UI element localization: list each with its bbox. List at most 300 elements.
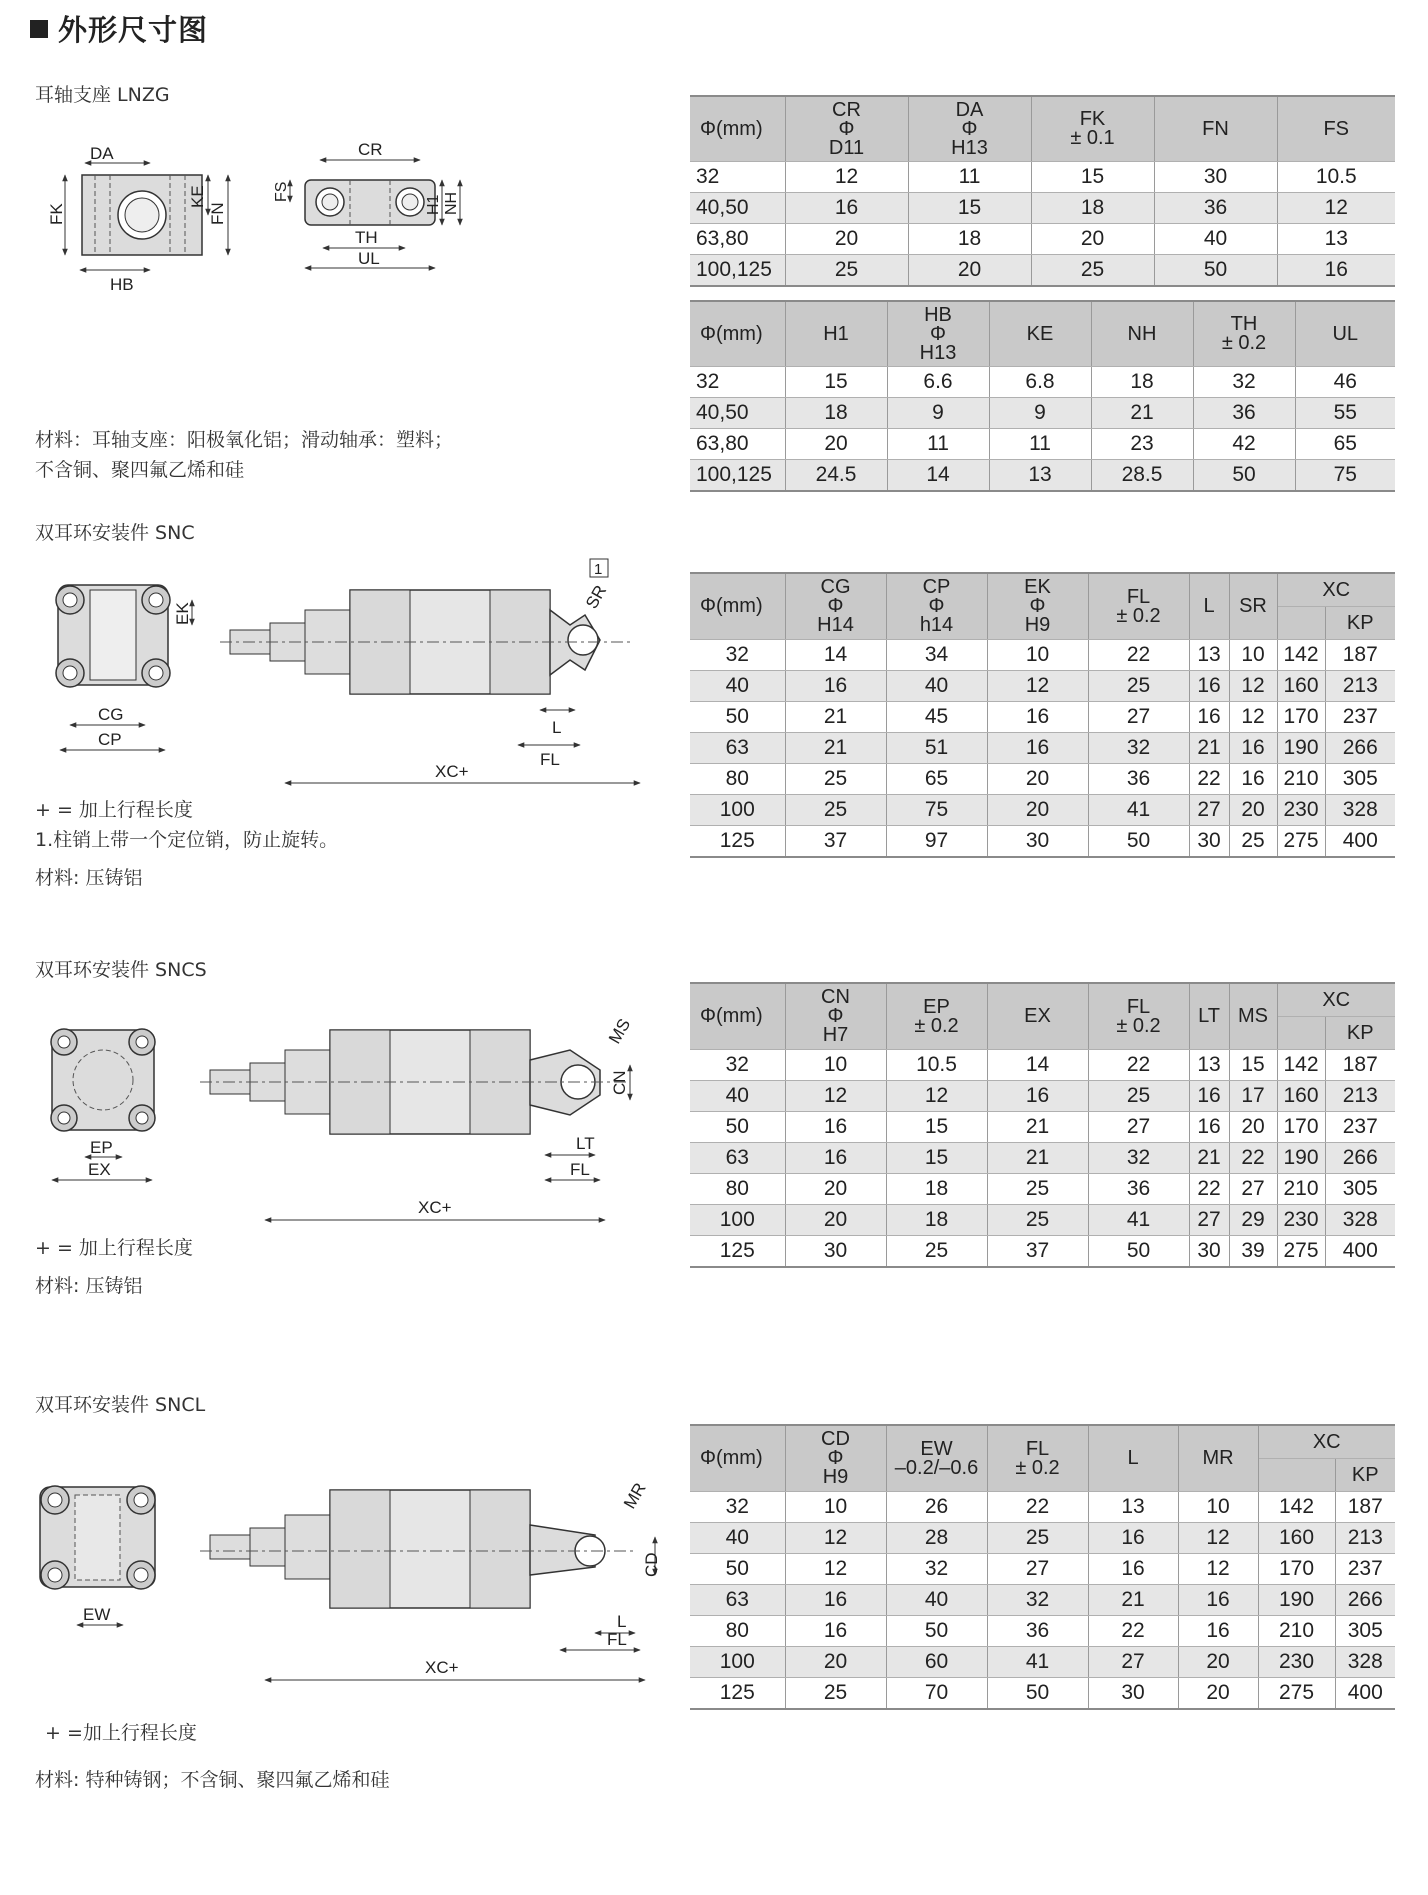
table-header: CN Φ H7 [785, 983, 886, 1050]
sncl-dim-mr: MR [620, 1479, 650, 1512]
table-cell: 30 [1189, 826, 1229, 858]
table-cell: 30 [785, 1236, 886, 1268]
sncs-dim-fl: FL [570, 1160, 590, 1179]
table-cell: 25 [785, 1678, 886, 1710]
table-cell: 213 [1325, 671, 1395, 702]
lnzg-dim-h1: H1 [425, 194, 442, 215]
table-header: EP ± 0.2 [886, 983, 987, 1050]
table-cell: 170 [1277, 1112, 1325, 1143]
sncs-section-title: 双耳环安装件 SNCS [35, 959, 207, 981]
table-cell: 65 [1295, 429, 1395, 460]
lnzg-dim-ke: KE [188, 185, 207, 208]
table-row [690, 224, 1395, 255]
table-cell: 36 [987, 1616, 1088, 1647]
table-cell: 21 [785, 702, 886, 733]
table-cell: 100 [690, 1647, 785, 1678]
table-cell: 210 [1277, 764, 1325, 795]
table-cell: 305 [1335, 1616, 1395, 1647]
sncs-notes: + = 加上行程长度 材料: 压铸铝 [35, 1237, 193, 1297]
snc-dim-cp: CP [98, 730, 122, 749]
table-cell: 30 [1088, 1678, 1178, 1710]
table-cell: 14 [887, 460, 989, 492]
table-cell: 21 [1088, 1585, 1178, 1616]
table-cell: 20 [987, 764, 1088, 795]
lnzg-dim-fk: FK [47, 203, 66, 225]
table-cell: 6.8 [989, 367, 1091, 398]
table-cell: 230 [1258, 1647, 1335, 1678]
table-cell: 22 [1088, 1616, 1178, 1647]
lnzg-section-title: 耳轴支座 LNZG [35, 84, 170, 106]
table-cell: 32 [690, 640, 785, 671]
page-title: 外形尺寸图 [30, 8, 208, 49]
table-cell: 13 [1088, 1492, 1178, 1523]
lnzg-dim-nh: NH [443, 191, 460, 215]
table-cell: 305 [1325, 764, 1395, 795]
table-cell: 16 [1088, 1523, 1178, 1554]
lnzg-table-2 [690, 300, 1395, 492]
table-cell: 16 [1178, 1585, 1258, 1616]
table-cell: 22 [1088, 1050, 1189, 1081]
table-cell: 12 [1229, 702, 1277, 733]
table-cell: 237 [1335, 1554, 1395, 1585]
table-cell: 42 [1193, 429, 1295, 460]
table-cell: 400 [1325, 1236, 1395, 1268]
table-cell: 22 [1189, 1174, 1229, 1205]
snc-table [690, 572, 1395, 858]
table-cell: 22 [987, 1492, 1088, 1523]
table-cell: 187 [1325, 1050, 1395, 1081]
table-header-blank [1277, 1017, 1325, 1050]
table-cell: 12 [785, 1523, 886, 1554]
table-cell: 40 [886, 671, 987, 702]
table-cell: 27 [1189, 795, 1229, 826]
table-cell: 25 [886, 1236, 987, 1268]
table-cell: 275 [1277, 826, 1325, 858]
table-cell: 400 [1335, 1678, 1395, 1710]
table-cell: 22 [1229, 1143, 1277, 1174]
table-header: KE [989, 301, 1091, 367]
table-cell: 63,80 [690, 224, 785, 255]
table-header-kp: KP [1325, 1017, 1395, 1050]
table-cell: 170 [1258, 1554, 1335, 1585]
table-cell: 11 [887, 429, 989, 460]
table-cell: 12 [1229, 671, 1277, 702]
table-header: FS [1277, 96, 1395, 162]
table-cell: 12 [987, 671, 1088, 702]
table-header-xc: XC [1258, 1425, 1395, 1459]
table-cell: 97 [886, 826, 987, 858]
table-header-blank [1258, 1459, 1335, 1492]
table-row [690, 1174, 1395, 1205]
table-cell: 125 [690, 826, 785, 858]
table-cell: 400 [1325, 826, 1395, 858]
table-cell: 9 [989, 398, 1091, 429]
table-cell: 20 [1178, 1647, 1258, 1678]
table-cell: 237 [1325, 702, 1395, 733]
table-cell: 266 [1325, 1143, 1395, 1174]
table-cell: 51 [886, 733, 987, 764]
table-cell: 40 [690, 671, 785, 702]
table-header: CR Φ D11 [785, 96, 908, 162]
table-cell: 70 [886, 1678, 987, 1710]
table-cell: 55 [1295, 398, 1395, 429]
table-row [690, 702, 1395, 733]
table-header: DA Φ H13 [908, 96, 1031, 162]
table-cell: 21 [1091, 398, 1193, 429]
table-cell: 32 [886, 1554, 987, 1585]
snc-section-title: 双耳环安装件 SNC [35, 522, 195, 544]
table-cell: 13 [1277, 224, 1395, 255]
table-cell: 213 [1325, 1081, 1395, 1112]
table-cell: 275 [1258, 1678, 1335, 1710]
table-row [690, 640, 1395, 671]
table-cell: 12 [886, 1081, 987, 1112]
table-row [690, 671, 1395, 702]
table-cell: 187 [1335, 1492, 1395, 1523]
table-cell: 63 [690, 733, 785, 764]
table-cell: 50 [987, 1678, 1088, 1710]
table-cell: 50 [1154, 255, 1277, 287]
table-cell: 160 [1277, 1081, 1325, 1112]
table-cell: 15 [886, 1112, 987, 1143]
table-header: CD Φ H9 [785, 1425, 886, 1492]
table-cell: 41 [1088, 795, 1189, 826]
table-cell: 16 [785, 1616, 886, 1647]
table-cell: 26 [886, 1492, 987, 1523]
table-cell: 25 [1088, 671, 1189, 702]
table-cell: 20 [785, 429, 887, 460]
table-cell: 14 [987, 1050, 1088, 1081]
table-cell: 65 [886, 764, 987, 795]
sncl-section-title: 双耳环安装件 SNCL [35, 1394, 206, 1416]
table-row [690, 1205, 1395, 1236]
table-cell: 10.5 [886, 1050, 987, 1081]
table-cell: 230 [1277, 1205, 1325, 1236]
sncs-table [690, 982, 1395, 1268]
table-header-kp: KP [1325, 607, 1395, 640]
sncl-drawing [35, 1465, 695, 1690]
table-cell: 21 [987, 1143, 1088, 1174]
table-cell: 190 [1258, 1585, 1335, 1616]
table-cell: 32 [987, 1585, 1088, 1616]
table-header: Φ(mm) [690, 1425, 785, 1492]
table-cell: 46 [1295, 367, 1395, 398]
table-cell: 27 [1088, 1647, 1178, 1678]
table-cell: 20 [785, 224, 908, 255]
table-cell: 63,80 [690, 429, 785, 460]
table-cell: 50 [886, 1616, 987, 1647]
table-cell: 18 [1031, 193, 1154, 224]
table-cell: 25 [1088, 1081, 1189, 1112]
table-row [690, 1112, 1395, 1143]
lnzg-dim-th: TH [355, 228, 378, 247]
table-cell: 21 [1189, 733, 1229, 764]
table-cell: 16 [785, 671, 886, 702]
table-cell: 36 [1088, 764, 1189, 795]
table-header: FN [1154, 96, 1277, 162]
snc-dim-xc: XC+ [435, 762, 469, 781]
table-cell: 17 [1229, 1081, 1277, 1112]
table-cell: 125 [690, 1236, 785, 1268]
sncs-dim-cn: CN [610, 1070, 629, 1095]
table-cell: 18 [908, 224, 1031, 255]
table-cell: 27 [987, 1554, 1088, 1585]
table-cell: 23 [1091, 429, 1193, 460]
table-cell: 20 [987, 795, 1088, 826]
table-cell: 27 [1229, 1174, 1277, 1205]
table-cell: 12 [1178, 1554, 1258, 1585]
table-header: Φ(mm) [690, 96, 785, 162]
table-cell: 22 [1088, 640, 1189, 671]
table-cell: 34 [886, 640, 987, 671]
sncs-dim-lt: LT [576, 1134, 595, 1153]
table-cell: 32 [690, 1050, 785, 1081]
square-bullet-icon [30, 20, 48, 38]
table-cell: 25 [987, 1523, 1088, 1554]
table-header-blank [1277, 607, 1325, 640]
table-cell: 75 [1295, 460, 1395, 492]
table-cell: 230 [1277, 795, 1325, 826]
table-cell: 25 [1229, 826, 1277, 858]
table-cell: 40 [690, 1081, 785, 1112]
table-row [690, 367, 1395, 398]
table-row [690, 1236, 1395, 1268]
table-cell: 16 [1229, 764, 1277, 795]
table-cell: 10 [1229, 640, 1277, 671]
table-cell: 16 [987, 1081, 1088, 1112]
table-cell: 20 [1178, 1678, 1258, 1710]
table-cell: 9 [887, 398, 989, 429]
table-row [690, 1523, 1395, 1554]
table-header: H1 [785, 301, 887, 367]
table-cell: 25 [987, 1174, 1088, 1205]
table-header-kp: KP [1335, 1459, 1395, 1492]
table-cell: 210 [1277, 1174, 1325, 1205]
table-header: EK Φ H9 [987, 573, 1088, 640]
table-cell: 29 [1229, 1205, 1277, 1236]
table-cell: 80 [690, 764, 785, 795]
table-row [690, 162, 1395, 193]
table-cell: 328 [1325, 1205, 1395, 1236]
table-cell: 100,125 [690, 460, 785, 492]
table-cell: 10 [785, 1492, 886, 1523]
table-cell: 160 [1258, 1523, 1335, 1554]
table-cell: 16 [987, 733, 1088, 764]
sncs-dim-ms: MS [605, 1015, 635, 1047]
table-cell: 36 [1154, 193, 1277, 224]
lnzg-notes: 材料：耳轴支座：阳极氧化铝；滑动轴承：塑料； 不含铜、聚四氟乙烯和硅 [35, 429, 454, 481]
table-header: UL [1295, 301, 1395, 367]
table-row [690, 1492, 1395, 1523]
table-cell: 13 [1189, 640, 1229, 671]
table-cell: 41 [987, 1647, 1088, 1678]
table-cell: 275 [1277, 1236, 1325, 1268]
table-row [690, 1143, 1395, 1174]
sncs-dim-ep: EP [90, 1138, 113, 1157]
table-cell: 37 [785, 826, 886, 858]
table-cell: 40 [1154, 224, 1277, 255]
table-header: EW –0.2/–0.6 [886, 1425, 987, 1492]
table-cell: 125 [690, 1678, 785, 1710]
table-cell: 14 [785, 640, 886, 671]
table-cell: 40,50 [690, 398, 785, 429]
table-header: TH ± 0.2 [1193, 301, 1295, 367]
table-header: EX [987, 983, 1088, 1050]
table-cell: 16 [785, 1112, 886, 1143]
table-cell: 18 [886, 1205, 987, 1236]
sncl-dim-xc: XC+ [425, 1658, 459, 1677]
sncl-note-stroke: + =加上行程长度 [45, 1722, 197, 1744]
table-cell: 32 [690, 162, 785, 193]
table-cell: 50 [1193, 460, 1295, 492]
table-cell: 142 [1277, 640, 1325, 671]
table-cell: 80 [690, 1616, 785, 1647]
table-cell: 63 [690, 1585, 785, 1616]
table-cell: 28 [886, 1523, 987, 1554]
table-header: HB Φ H13 [887, 301, 989, 367]
table-header: Φ(mm) [690, 983, 785, 1050]
table-row [690, 398, 1395, 429]
snc-notes: + = 加上行程长度 1.柱销上带一个定位销，防止旋转。 材料: 压铸铝 [35, 799, 339, 889]
table-cell: 16 [1088, 1554, 1178, 1585]
lnzg-dim-da: DA [90, 144, 114, 163]
snc-dim-fl: FL [540, 750, 560, 769]
table-cell: 75 [886, 795, 987, 826]
table-cell: 266 [1325, 733, 1395, 764]
table-cell: 13 [1189, 1050, 1229, 1081]
table-header: FL ± 0.2 [987, 1425, 1088, 1492]
table-cell: 40 [690, 1523, 785, 1554]
table-cell: 45 [886, 702, 987, 733]
table-cell: 27 [1088, 702, 1189, 733]
table-cell: 142 [1258, 1492, 1335, 1523]
table-header: L [1189, 573, 1229, 640]
table-cell: 190 [1277, 733, 1325, 764]
table-header: LT [1189, 983, 1229, 1050]
table-cell: 170 [1277, 702, 1325, 733]
table-cell: 41 [1088, 1205, 1189, 1236]
sncs-dim-xc: XC+ [418, 1198, 452, 1217]
table-row [690, 193, 1395, 224]
table-cell: 37 [987, 1236, 1088, 1268]
table-cell: 20 [1229, 795, 1277, 826]
table-cell: 21 [1189, 1143, 1229, 1174]
table-cell: 20 [1031, 224, 1154, 255]
table-cell: 25 [987, 1205, 1088, 1236]
table-cell: 213 [1335, 1523, 1395, 1554]
table-header: NH [1091, 301, 1193, 367]
snc-dim-l: L [552, 718, 562, 737]
sncs-dim-ex: EX [88, 1160, 111, 1179]
table-cell: 15 [908, 193, 1031, 224]
table-row [690, 1616, 1395, 1647]
snc-dim-ek: EK [173, 602, 192, 625]
table-row [690, 1050, 1395, 1081]
sncl-dim-l: L [617, 1612, 627, 1631]
table-cell: 160 [1277, 671, 1325, 702]
table-cell: 32 [1193, 367, 1295, 398]
table-cell: 237 [1325, 1112, 1395, 1143]
table-cell: 100 [690, 1205, 785, 1236]
table-row [690, 1585, 1395, 1616]
table-cell: 60 [886, 1647, 987, 1678]
table-cell: 16 [1229, 733, 1277, 764]
table-cell: 16 [1277, 255, 1395, 287]
table-header: MR [1178, 1425, 1258, 1492]
table-cell: 18 [1091, 367, 1193, 398]
table-row [690, 1647, 1395, 1678]
table-cell: 15 [886, 1143, 987, 1174]
table-cell: 10 [785, 1050, 886, 1081]
table-cell: 30 [1189, 1236, 1229, 1268]
table-cell: 12 [1277, 193, 1395, 224]
table-cell: 40,50 [690, 193, 785, 224]
table-row [690, 733, 1395, 764]
table-cell: 50 [690, 1112, 785, 1143]
table-cell: 20 [1229, 1112, 1277, 1143]
table-cell: 15 [1229, 1050, 1277, 1081]
table-header: L [1088, 1425, 1178, 1492]
table-header-xc: XC [1277, 573, 1395, 607]
table-cell: 12 [785, 1081, 886, 1112]
table-cell: 11 [908, 162, 1031, 193]
table-cell: 30 [987, 826, 1088, 858]
table-cell: 32 [690, 1492, 785, 1523]
table-cell: 21 [987, 1112, 1088, 1143]
table-cell: 36 [1088, 1174, 1189, 1205]
table-cell: 100 [690, 795, 785, 826]
table-cell: 21 [785, 733, 886, 764]
table-row [690, 795, 1395, 826]
table-cell: 210 [1258, 1616, 1335, 1647]
table-cell: 16 [785, 193, 908, 224]
lnzg-table-1 [690, 95, 1395, 287]
table-cell: 27 [1088, 1112, 1189, 1143]
table-cell: 16 [785, 1585, 886, 1616]
table-cell: 30 [1154, 162, 1277, 193]
table-row [690, 429, 1395, 460]
table-cell: 190 [1277, 1143, 1325, 1174]
table-cell: 305 [1325, 1174, 1395, 1205]
table-cell: 40 [886, 1585, 987, 1616]
table-cell: 32 [1088, 733, 1189, 764]
table-cell: 50 [690, 1554, 785, 1585]
snc-dim-cg: CG [98, 705, 124, 724]
table-cell: 12 [785, 162, 908, 193]
table-header: MS [1229, 983, 1277, 1050]
table-cell: 142 [1277, 1050, 1325, 1081]
table-cell: 28.5 [1091, 460, 1193, 492]
table-cell: 25 [1031, 255, 1154, 287]
table-cell: 22 [1189, 764, 1229, 795]
table-cell: 328 [1325, 795, 1395, 826]
table-cell: 6.6 [887, 367, 989, 398]
lnzg-dim-ul: UL [358, 249, 380, 268]
lnzg-dim-cr: CR [358, 140, 383, 159]
table-cell: 16 [1189, 1112, 1229, 1143]
table-row [690, 1678, 1395, 1710]
sncl-note-material: 材料: 特种铸钢；不含铜、聚四氟乙烯和硅 [35, 1769, 390, 1791]
table-header-xc: XC [1277, 983, 1395, 1017]
table-cell: 18 [785, 398, 887, 429]
table-cell: 50 [690, 702, 785, 733]
table-header: CG Φ H14 [785, 573, 886, 640]
table-cell: 24.5 [785, 460, 887, 492]
table-cell: 16 [987, 702, 1088, 733]
lnzg-dim-fn: FN [208, 202, 227, 225]
table-cell: 16 [785, 1143, 886, 1174]
table-cell: 10.5 [1277, 162, 1395, 193]
